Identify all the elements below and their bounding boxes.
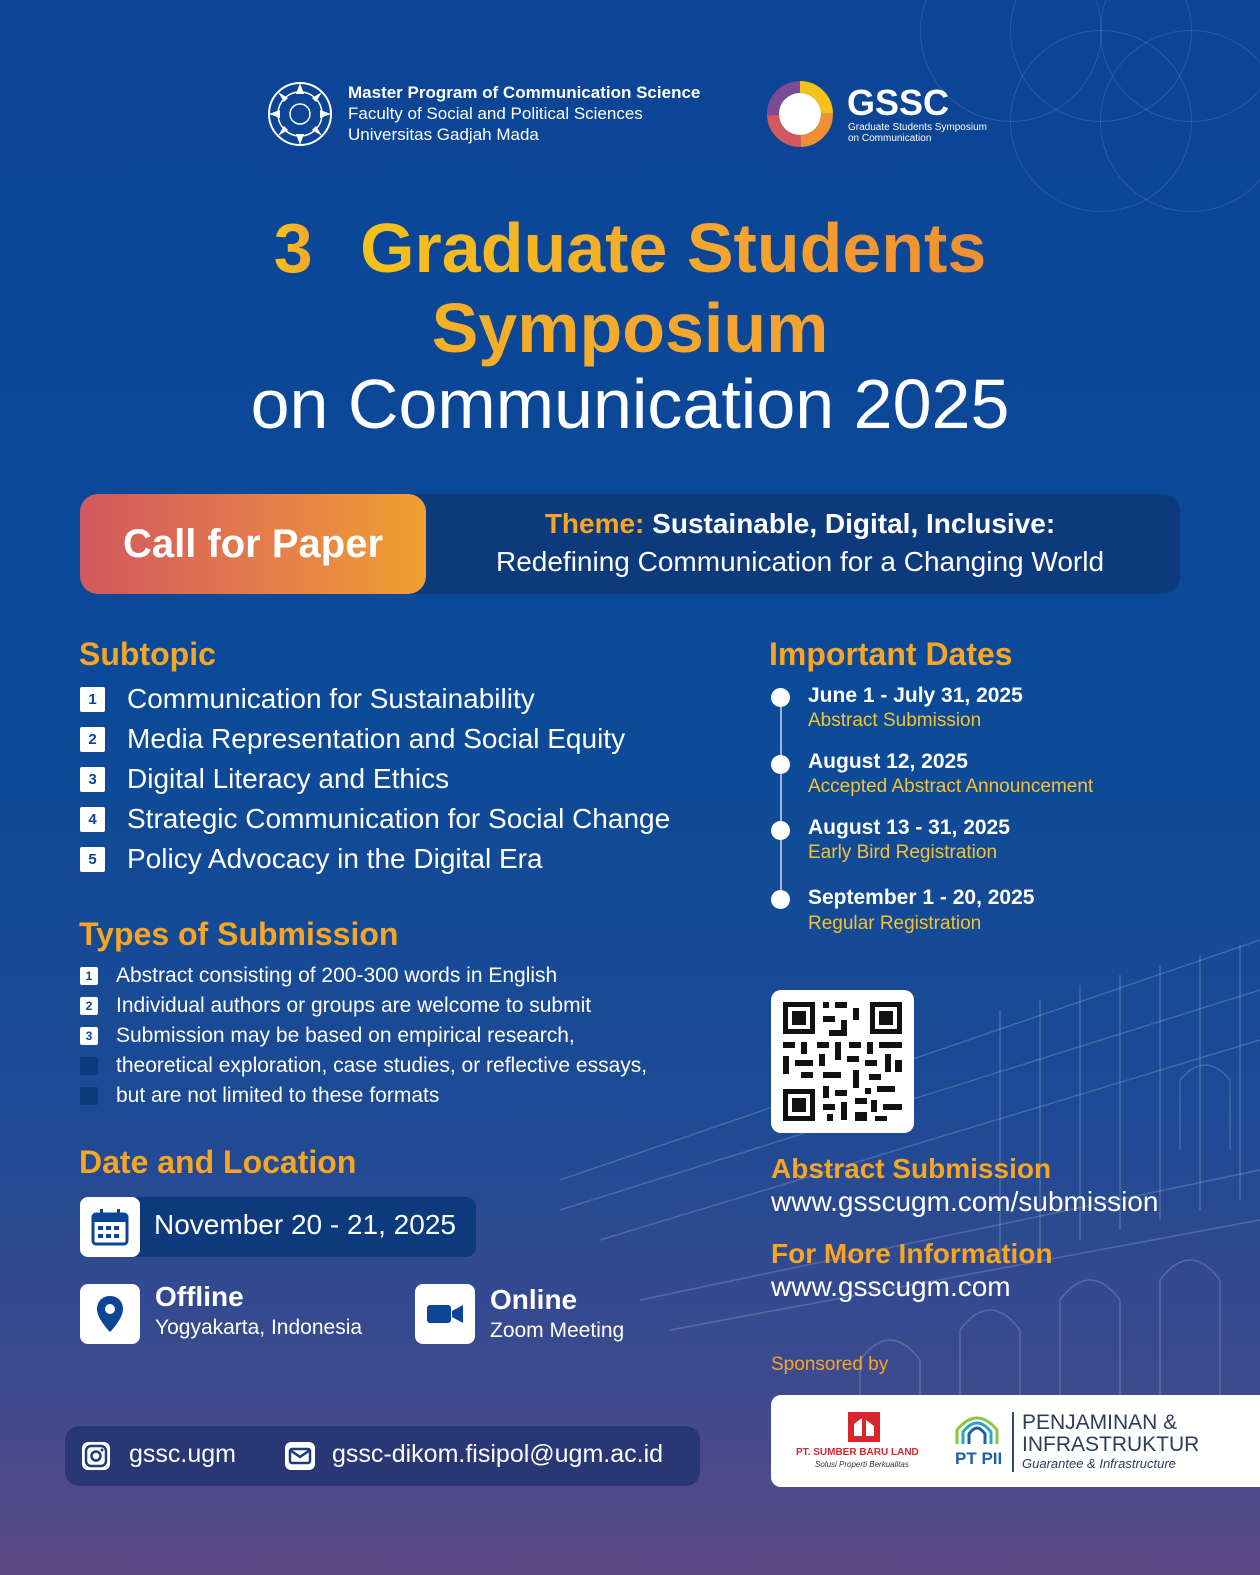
sponsor-divider: [1012, 1412, 1014, 1472]
sponsor2-line3: Guarantee & Infrastructure: [1022, 1456, 1176, 1471]
gssc-sub2: on Communication: [848, 133, 932, 144]
email-icon: [283, 1440, 317, 1472]
sponsored-by-label: Sponsored by: [771, 1354, 889, 1375]
title-line2: Symposium: [0, 288, 1260, 368]
submission-types-title: Types of Submission: [79, 916, 399, 952]
abstract-submission-title: Abstract Submission: [771, 1153, 1052, 1184]
sponsor1-tagline: Solusi Properti Berkualitas: [815, 1460, 909, 1469]
gssc-name: GSSC: [847, 82, 950, 123]
timeline-dot: [771, 688, 790, 707]
qr-code[interactable]: [771, 990, 914, 1133]
submission-item: 1 Abstract consisting of 200-300 words in English: [80, 964, 557, 988]
call-for-paper-badge: Call for Paper: [80, 494, 426, 594]
gssc-logo-icon: [766, 80, 834, 148]
theme-text: [436, 505, 1164, 581]
date-item-label: Abstract Submission: [808, 710, 982, 731]
date-item-date: August 12, 2025: [808, 750, 968, 773]
theme-main: Sustainable, Digital, Inclusive:: [652, 508, 1056, 539]
subtopic-item: 2 Media Representation and Social Equity: [80, 723, 625, 755]
ugm-line3: Universitas Gadjah Mada: [348, 125, 539, 144]
video-camera-icon: [415, 1284, 475, 1344]
important-dates-title: Important Dates: [769, 636, 1013, 672]
online-platform: Zoom Meeting: [490, 1319, 625, 1342]
title-line3: on Communication 2025: [250, 365, 1010, 443]
ugm-line1: Master Program of Communication Science: [348, 83, 701, 102]
sponsor2-line2: INFRASTRUKTUR: [1022, 1433, 1200, 1456]
gssc-sub1: Graduate Students Symposium: [848, 122, 987, 133]
date-item-label: Regular Registration: [808, 913, 982, 934]
subtopic-item: 5 Policy Advocacy in the Digital Era: [80, 843, 543, 875]
date-item-date: September 1 - 20, 2025: [808, 886, 1035, 909]
ugm-seal-icon: [266, 80, 334, 148]
email-address[interactable]: gssc-dikom.fisipol@ugm.ac.id: [332, 1440, 664, 1468]
date-item-label: Early Bird Registration: [808, 842, 998, 863]
date-item-label: Accepted Abstract Announcement: [808, 776, 1094, 797]
title-line1: 3rd Graduate Students: [273, 209, 987, 287]
event-date: November 20 - 21, 2025: [154, 1209, 456, 1240]
subtopic-title: Subtopic: [79, 636, 216, 672]
theme-label: Theme:: [544, 508, 645, 539]
abstract-submission-url[interactable]: www.gsscugm.com/submission: [771, 1186, 1159, 1217]
offline-title: Offline: [155, 1281, 244, 1312]
timeline-line: [780, 700, 782, 905]
ugm-text: [348, 82, 700, 145]
date-item-date: August 13 - 31, 2025: [808, 816, 1010, 839]
sponsor2-line1: PENJAMINAN &: [1022, 1411, 1178, 1434]
pt-pii-logo-icon: [953, 1410, 1001, 1446]
online-title: Online: [490, 1284, 578, 1315]
instagram-handle[interactable]: gssc.ugm: [129, 1440, 236, 1468]
subtopic-item: 4 Strategic Communication for Social Change: [80, 803, 670, 835]
submission-item: 2 Individual authors or groups are welcome to submit: [80, 994, 591, 1018]
qr-code-image: [771, 990, 914, 1133]
submission-item: but are not limited to these formats: [80, 1084, 439, 1108]
timeline-dot: [771, 821, 790, 840]
calendar-icon: [80, 1197, 140, 1257]
theme-sub: Redefining Communication for a Changing World: [495, 546, 1105, 577]
sponsor2-abbr: PT PII: [955, 1449, 1003, 1468]
offline-location: Yogyakarta, Indonesia: [155, 1316, 363, 1339]
subtopic-item: 1 Communication for Sustainability: [80, 683, 535, 715]
gssc-subtitle: [848, 122, 987, 144]
date-location-title: Date and Location: [79, 1144, 357, 1180]
submission-item: theoretical exploration, case studies, or reflective essays,: [80, 1054, 647, 1078]
date-item-date: June 1 - July 31, 2025: [808, 684, 1023, 707]
sponsor1-name: PT. SUMBER BARU LAND: [796, 1447, 919, 1458]
instagram-icon: [80, 1440, 112, 1472]
timeline-dot: [771, 755, 790, 774]
title-ordinal: 3rd: [273, 209, 341, 287]
location-pin-icon: [80, 1284, 140, 1344]
more-info-title: For More Information: [771, 1238, 1053, 1269]
more-info-url[interactable]: www.gsscugm.com: [771, 1271, 1011, 1302]
submission-item: 3 Submission may be based on empirical research,: [80, 1024, 575, 1048]
ugm-line2: Faculty of Social and Political Sciences: [348, 104, 643, 123]
sponsor2-text: [1022, 1412, 1199, 1471]
sumber-baru-land-logo-icon: [848, 1412, 880, 1442]
subtopic-item: 3 Digital Literacy and Ethics: [80, 763, 449, 795]
timeline-dot: [771, 890, 790, 909]
